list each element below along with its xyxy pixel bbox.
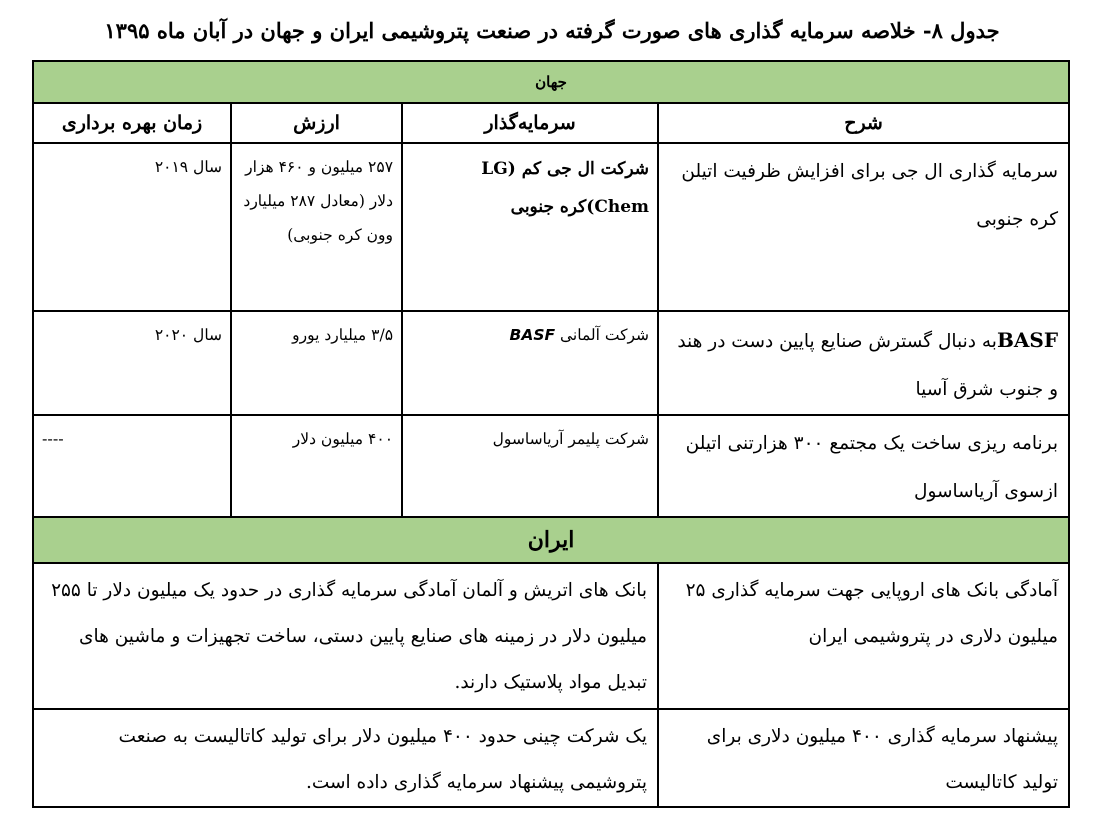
world-section-header: جهان <box>33 61 1069 103</box>
value-cell: ۲۵۷ میلیون و ۴۶۰ هزار دلار (معادل ۲۸۷ میلیارد وون کره جنوبی) <box>231 143 402 311</box>
investor-company-name: BASF <box>509 326 556 344</box>
description-text: به دنبال گسترش صنایع پایین دست در هند و جنوب شرق آسیا <box>677 331 1059 400</box>
iran-detail-cell: یک شرکت چینی حدود ۴۰۰ میلیون دلار برای تولید کاتالیست به صنعت پتروشیمی پیشنهاد سرمایه گذاری داده است. <box>33 709 658 807</box>
investor-cell <box>402 311 658 415</box>
value-cell: ۳/۵ میلیارد یورو <box>231 311 402 415</box>
operation-time-column-header: زمان بهره برداری <box>33 103 231 143</box>
value-column-header: ارزش <box>231 103 402 143</box>
column-header-row <box>33 103 1069 143</box>
iran-description-cell: آمادگی بانک های اروپایی جهت سرمایه گذاری ۲۵ میلیون دلاری در پتروشیمی ایران <box>658 563 1069 709</box>
table-row <box>33 563 1069 709</box>
description-cell <box>658 311 1069 415</box>
investor-cell: شرکت ال جی کم (LG Chem)کره جنوبی <box>402 143 658 311</box>
iran-section-header: ایران <box>33 517 1069 563</box>
operation-time-cell: ---- <box>33 415 231 517</box>
description-column-header: شرح <box>658 103 1069 143</box>
iran-description-cell: پیشنهاد سرمایه گذاری ۴۰۰ میلیون دلاری برای تولید کاتالیست <box>658 709 1069 807</box>
table-row <box>33 415 1069 517</box>
investor-text: شرکت آلمانی <box>560 326 650 344</box>
investor-cell: شرکت پلیمر آریاساسول <box>402 415 658 517</box>
investment-summary-table <box>32 60 1070 808</box>
iran-detail-cell: بانک های اتریش و آلمان آمادگی سرمایه گذاری در حدود یک میلیون دلار تا ۲۵۵ میلیون دلار در زمینه های صنایع پایین دستی، ساخت تجهیزات و ماشین های تبدیل مواد پلاستیک دارند. <box>33 563 658 709</box>
table-caption: جدول ۸- خلاصه سرمایه گذاری های صورت گرفته در صنعت پتروشیمی ایران و جهان در آبان ماه ۱۳۹۵ <box>104 18 1000 43</box>
operation-time-cell: سال ۲۰۱۹ <box>33 143 231 311</box>
description-cell: برنامه ریزی ساخت یک مجتمع ۳۰۰ هزارتنی اتیلن ازسوی آریاساسول <box>658 415 1069 517</box>
operation-time-cell: سال ۲۰۲۰ <box>33 311 231 415</box>
value-cell: ۴۰۰ میلیون دلار <box>231 415 402 517</box>
description-cell: سرمایه گذاری ال جی برای افزایش ظرفیت اتیلن کره جنوبی <box>658 143 1069 311</box>
table-row <box>33 311 1069 415</box>
description-company-name: BASF <box>996 328 1059 352</box>
table-row <box>33 709 1069 807</box>
investor-column-header: سرمایه‌گذار <box>402 103 658 143</box>
table-row <box>33 143 1069 311</box>
